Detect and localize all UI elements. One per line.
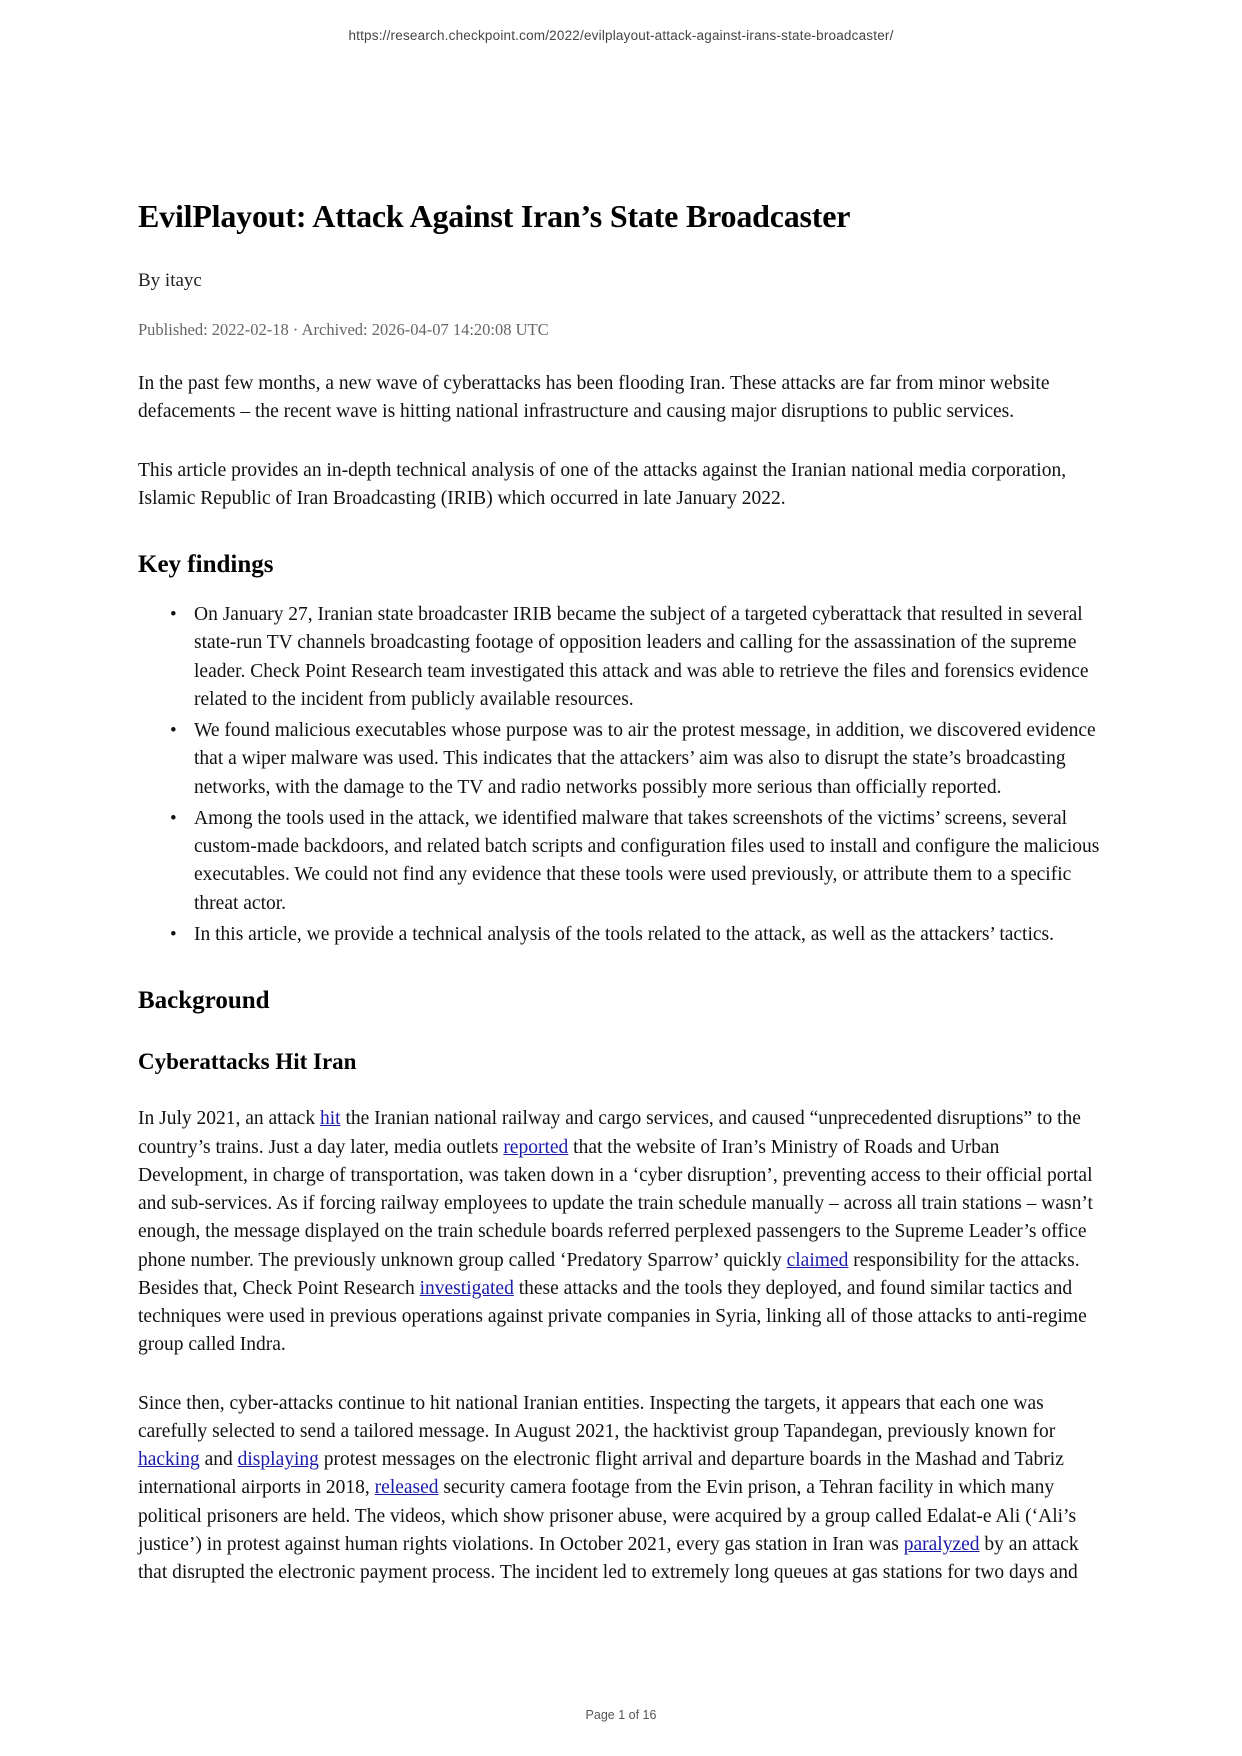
background-heading: Background (138, 987, 270, 1015)
text-fragment: that the website of Iran’s Ministry of Roads and Urban Development, in charge of transportation, was taken down in a ‘cyber disruption’, preventing access to their official portal and sub-services. As if forcing railway employees to update the train schedule manually – across all train stations – wasn’t enough, the message displayed on the train schedule boards referred perplexed passengers to the Supreme Leader’s office phone number. The previously unknown group called ‘Predatory Sparrow’ quickly (138, 1136, 1093, 1271)
source-url: https://research.checkpoint.com/2022/evilplayout-attack-against-irans-state-broadcaster/ (348, 28, 894, 43)
text-fragment: and (199, 1449, 238, 1471)
intro-paragraph-1: In the past few months, a new wave of cyberattacks has been flooding Iran. These attacks are far from minor website defacements – the recent wave is hitting national infrastructure and causing major disruptions to public services. (138, 373, 1050, 423)
publication-info: Published: 2022-02-18 · Archived: 2026-04-07 14:20:08 UTC (138, 320, 549, 339)
key-findings-heading: Key findings (138, 551, 274, 579)
paragraph-since-then (138, 1390, 1104, 1588)
link-released[interactable]: released (374, 1477, 439, 1499)
list-item: • We found malicious executables whose purpose was to air the protest message, in addition, we discovered evidence that a wiper malware was used. This indicates that the attackers’ aim was also to disrupt the state’s broadcasting networks, with the damage to the TV and radio networks possibly more serious than officially reported. (194, 717, 1104, 802)
link-hacking[interactable]: hacking (138, 1449, 200, 1471)
link-claimed[interactable]: claimed (786, 1249, 849, 1271)
text-fragment: protest messages on the electronic flight arrival and departure boards in the Mashad and Tabriz international airports in 2018, (138, 1449, 1064, 1499)
paragraph-railway (138, 1105, 1104, 1359)
link-paralyzed[interactable]: paralyzed (903, 1533, 980, 1555)
list-item: • On January 27, Iranian state broadcaster IRIB became the subject of a targeted cyberattack that resulted in several state-run TV channels broadcasting footage of opposition leaders and calling for the assassination of the supreme leader. Check Point Research team investigated this attack and was able to retrieve the files and forensics evidence related to the incident from publicly available resources. (194, 601, 1104, 714)
page-title: EvilPlayout: Attack Against Iran’s State Broadcaster (138, 198, 851, 234)
text-fragment: responsibility for the attacks. Besides that, Check Point Research (138, 1249, 1080, 1299)
article-body (138, 196, 1104, 1588)
link-hit[interactable]: hit (319, 1108, 341, 1130)
list-item: • In this article, we provide a technical analysis of the tools related to the attack, as well as the attackers’ tactics. (194, 921, 1104, 949)
cyberattacks-heading: Cyberattacks Hit Iran (138, 1049, 357, 1075)
text-fragment: security camera footage from the Evin prison, a Tehran facility in which many political prisoners are held. The videos, which show prisoner abuse, were acquired by a group called Edalat-e Ali (‘Ali’s justice’) in protest against human rights violations. In October 2021, every gas station in Iran was (138, 1477, 1077, 1555)
intro-paragraph-2: This article provides an in-depth technical analysis of one of the attacks against the Iranian national media corporation, Islamic Republic of Iran Broadcasting (IRIB) which occurred in late January 2022. (138, 459, 1067, 509)
text-fragment: these attacks and the tools they deployed, and found similar tactics and techniques were used in previous operations against private companies in Syria, linking all of those attacks to anti-regime group called Indra. (138, 1277, 1087, 1356)
text-fragment: Since then, cyber-attacks continue to hit national Iranian entities. Inspecting the targets, it appears that each one was carefully selected to send a tailored message. In August 2021, the hacktivist group Tapandegan, previously known for (138, 1392, 1056, 1442)
text-fragment: In July 2021, an attack (138, 1108, 320, 1130)
article-byline: By itayc (138, 270, 202, 291)
list-item: • Among the tools used in the attack, we identified malware that takes screenshots of the victims’ screens, several custom-made backdoors, and related batch scripts and configuration files used to install and configure the malicious executables. We could not find any evidence that these tools were used previously, or attribute them to a specific threat actor. (194, 805, 1104, 918)
text-fragment: by an attack that disrupted the electronic payment process. The incident led to extremely long queues at gas stations for two days and (138, 1533, 1079, 1584)
text-fragment: the Iranian national railway and cargo services, and caused “unprecedented disruptions” to the country’s trains. Just a day later, media outlets (138, 1108, 1081, 1158)
link-reported[interactable]: reported (503, 1136, 569, 1158)
page-number-footer: Page 1 of 16 (585, 1708, 657, 1722)
link-investigated[interactable]: investigated (419, 1277, 514, 1299)
key-findings-list (138, 601, 1104, 949)
link-displaying[interactable]: displaying (237, 1449, 319, 1471)
